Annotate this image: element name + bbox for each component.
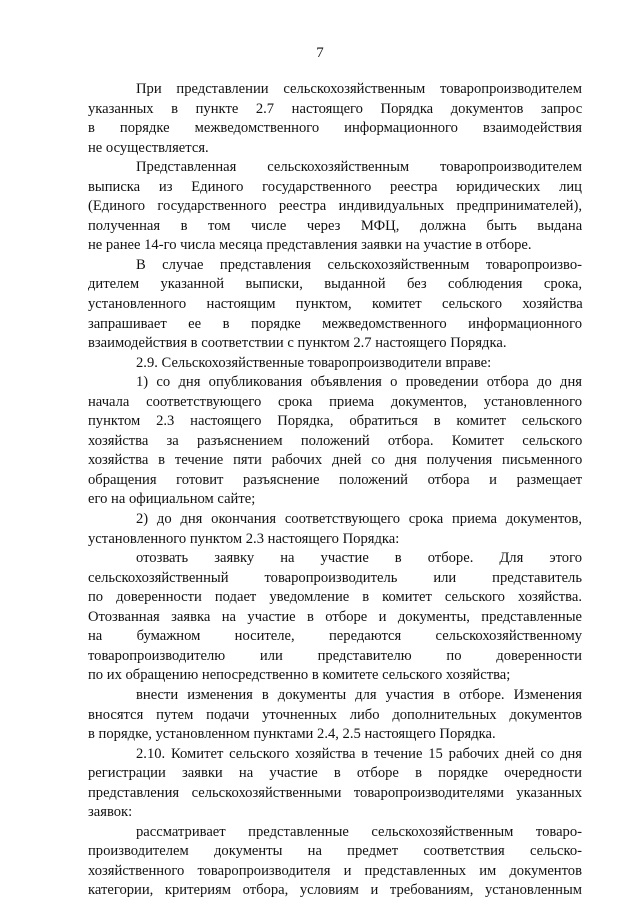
text-line: производителем документы на предмет соответствия сельско- [88, 843, 582, 860]
text-line: не ранее 14-го числа месяца представления заявки на участие в отборе. [88, 237, 532, 254]
text-line: В случае представления сельскохозяйственным товаропроизво- [136, 256, 582, 273]
paragraph [88, 745, 582, 823]
text-line: в порядке межведомственного информационного взаимодействия [88, 120, 582, 137]
text-line: его на официальном сайте; [88, 491, 256, 508]
text-line: 2) до дня окончания соответствующего срока приема документов, [136, 511, 582, 528]
text-line: полученная в том числе через МФЦ, должна быть выдана [88, 217, 582, 234]
paragraph [88, 373, 582, 510]
text-line: (Единого государственного реестра индивидуальных предпринимателей), [88, 198, 582, 215]
text-line: 2.10. Комитет сельского хозяйства в течение 15 рабочих дней со дня [136, 745, 582, 762]
text-line: 2.9. Сельскохозяйственные товаропроизводители вправе: [136, 354, 492, 371]
text-line: заявок: [88, 804, 133, 821]
text-line: в порядке, установленном пунктами 2.4, 2.5 настоящего Порядка. [88, 726, 496, 743]
page-number: 7 [316, 45, 324, 61]
paragraph [88, 354, 582, 374]
text-line: товаропроизводителю или представителю по доверенности [88, 647, 582, 664]
text-line: представления сельскохозяйственными товаропроизводителями указанных [88, 784, 582, 801]
paragraph [88, 80, 582, 158]
text-line: хозяйственного товаропроизводителя и представленных им документов [88, 862, 582, 879]
text-line: обращения готовит разъяснение положений отбора и размещает [88, 471, 582, 488]
text-line: рассматривает представленные сельскохозяйственным товаро- [136, 823, 582, 840]
text-line: установленного настоящим пунктом, комитет сельского хозяйства [88, 296, 582, 313]
text-line: на бумажном носителе, передаются сельскохозяйственному [88, 628, 582, 645]
text-line: пунктом 2.3 настоящего Порядка, обратиться в комитет сельского [88, 413, 582, 430]
document-body [88, 80, 582, 901]
paragraph [88, 549, 582, 686]
text-line: Отозванная заявка на участие в отборе и документы, представленные [88, 608, 582, 625]
text-line: отозвать заявку на участие в отборе. Для этого [136, 550, 582, 567]
text-line: по доверенности подает уведомление в комитет сельского хозяйства. [88, 589, 582, 606]
text-line: установленного пунктом 2.3 настоящего Порядка: [88, 530, 400, 547]
text-line: выписка из Единого государственного реестра юридических лиц [88, 178, 582, 195]
text-line: категории, критериям отбора, условиям и требованиям, установленным [88, 882, 582, 899]
paragraph [88, 823, 582, 901]
text-line: дителем указанной выписки, выданной без соблюдения срока, [88, 276, 582, 293]
paragraph [88, 158, 582, 256]
text-line: регистрации заявки на участие в отборе в порядке очередности [88, 765, 582, 782]
text-line: хозяйства за разъяснением положений отбора. Комитет сельского [88, 432, 582, 449]
text-line: внести изменения в документы для участия в отборе. Изменения [136, 686, 582, 703]
text-line: 1) со дня опубликования объявления о проведении отбора до дня [136, 374, 582, 391]
text-line: При представлении сельскохозяйственным товаропроизводителем [136, 81, 582, 97]
text-line: Представленная сельскохозяйственным товаропроизводителем [136, 159, 582, 176]
text-line: взаимодействия в соответствии с пунктом 2.7 настоящего Порядка. [88, 335, 507, 352]
text-line: указанных в пункте 2.7 настоящего Порядка документов запрос [88, 100, 582, 117]
text-line: сельскохозяйственный товаропроизводитель или представитель [88, 569, 582, 586]
text-line: запрашивает ее в порядке межведомственного информационного [88, 315, 582, 332]
text-line: вносятся путем подачи уточненных либо дополнительных документов [88, 706, 582, 723]
paragraph [88, 256, 582, 354]
paragraph [88, 686, 582, 745]
text-line: начала соответствующего срока приема документов, установленного [88, 393, 582, 410]
text-line: по их обращению непосредственно в комитете сельского хозяйства; [88, 667, 511, 684]
paragraph [88, 510, 582, 549]
text-line: не осуществляется. [88, 139, 209, 156]
text-line: хозяйства в течение пяти рабочих дней со дня получения письменного [88, 452, 582, 469]
